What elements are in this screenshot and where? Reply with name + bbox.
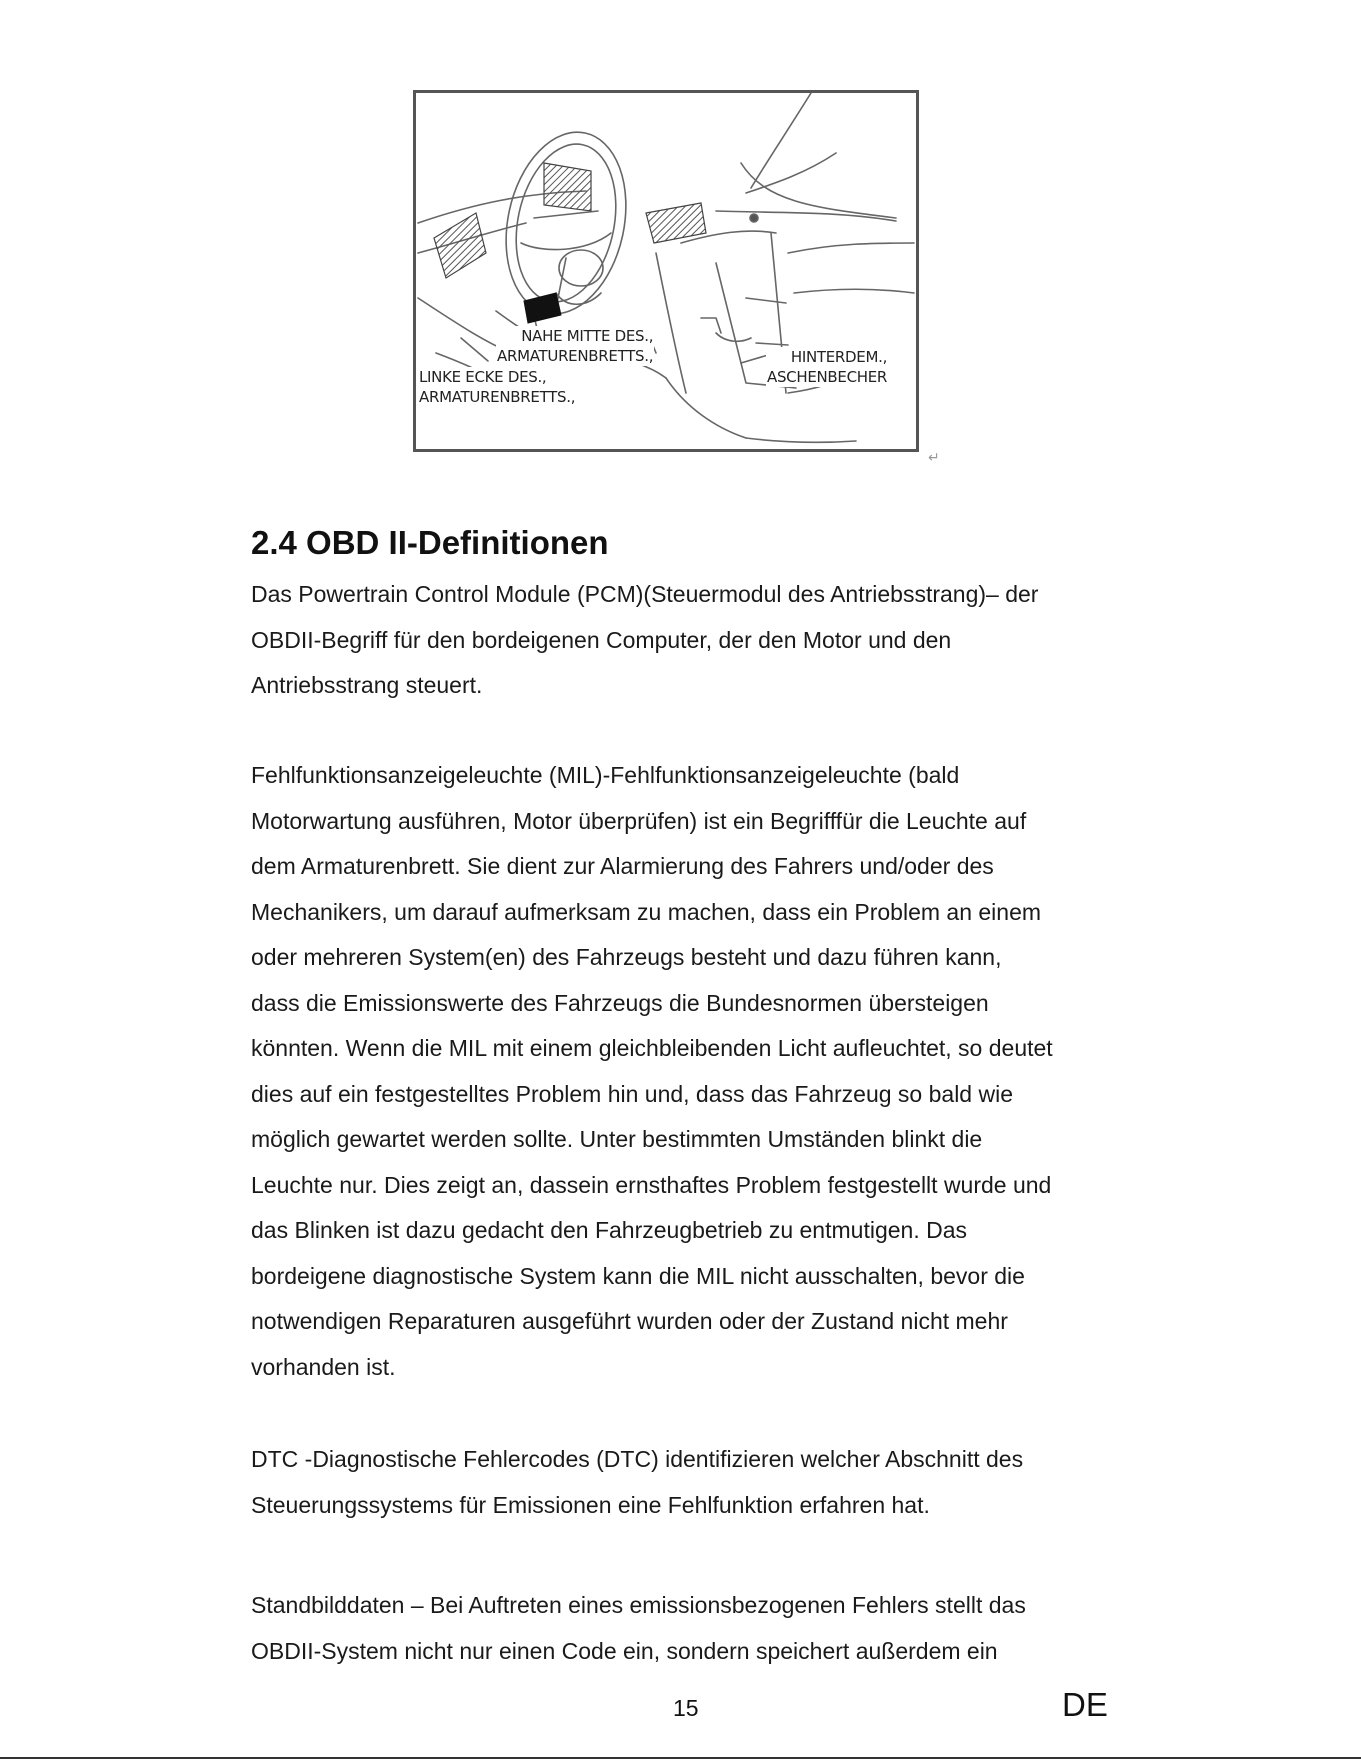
paragraph-mil: Fehlfunktionsanzeigeleuchte (MIL)-Fehlfunktionsanzeigeleuchte (bald Motorwartung ausführen, Motor überprüfen) ist ein Begrifffür die Leuchte auf dem Armaturenbrett. Sie dient zur Alarmierung des Fahrers und/oder des Mechanikers, um darauf aufmerksam zu machen, dass ein Problem an einem oder mehreren System(en) des Fahrzeugs besteht und dazu führen kann, dass die Emissionswerte des Fahrzeugs die Bundesnormen übersteigen könnten. Wenn die MIL mit einem gleichbleibenden Licht aufleuchtet, so deutet dies auf ein festgestelltes Problem hin und, dass das Fahrzeug so bald wie möglich gewartet werden sollte. Unter bestimmten Umständen blinkt die Leuchte nur. Dies zeigt an, dassein ernsthaftes Problem festgestellt wurde und das Blinken ist dazu gedacht den Fahrzeugbetrieb zu entmutigen. Das bordeigene diagnostische System kann die MIL nicht ausschalten, bevor die notwendigen Reparaturen ausgeführt wurden oder der Zustand nicht mehr vorhanden ist. xyxy=(251,762,1053,1380)
dashboard-connector-location-figure xyxy=(413,90,919,452)
page-number: 15 xyxy=(673,1695,699,1721)
section-title: 2.4 OBD II-Definitionen xyxy=(251,524,609,561)
return-mark-icon: ↵ xyxy=(928,450,940,466)
paragraph-dtc: DTC -Diagnostische Fehlercodes (DTC) identifizieren welcher Abschnitt des Steuerungssystems für Emissionen eine Fehlfunktion erfahren hat. xyxy=(251,1446,1024,1518)
paragraph-freeze-frame: Standbilddaten – Bei Auftreten eines emissionsbezogenen Fehlers stellt das OBDII-System nicht nur einen Code ein, sondern speichert außerdem ein xyxy=(251,1592,1026,1664)
bottom-rule xyxy=(0,1757,1361,1759)
paragraph-pcm: Das Powertrain Control Module (PCM)(Steuermodul des Antriebsstrang)– der OBDII-Begriff für den bordeigenen Computer, der den Motor und den Antriebsstrang steuert. xyxy=(251,581,1039,698)
callout-left-corner-dashboard: LINKE ECKE DES., ARMATURENBRETTS., xyxy=(419,368,576,406)
callout-near-center-dashboard: NAHE MITTE DES., ARMATURENBRETTS., xyxy=(497,327,654,365)
callout-behind-ashtray: HINTERDEM., ASCHENBECHER xyxy=(767,348,888,386)
language-code: DE xyxy=(1062,1686,1108,1723)
